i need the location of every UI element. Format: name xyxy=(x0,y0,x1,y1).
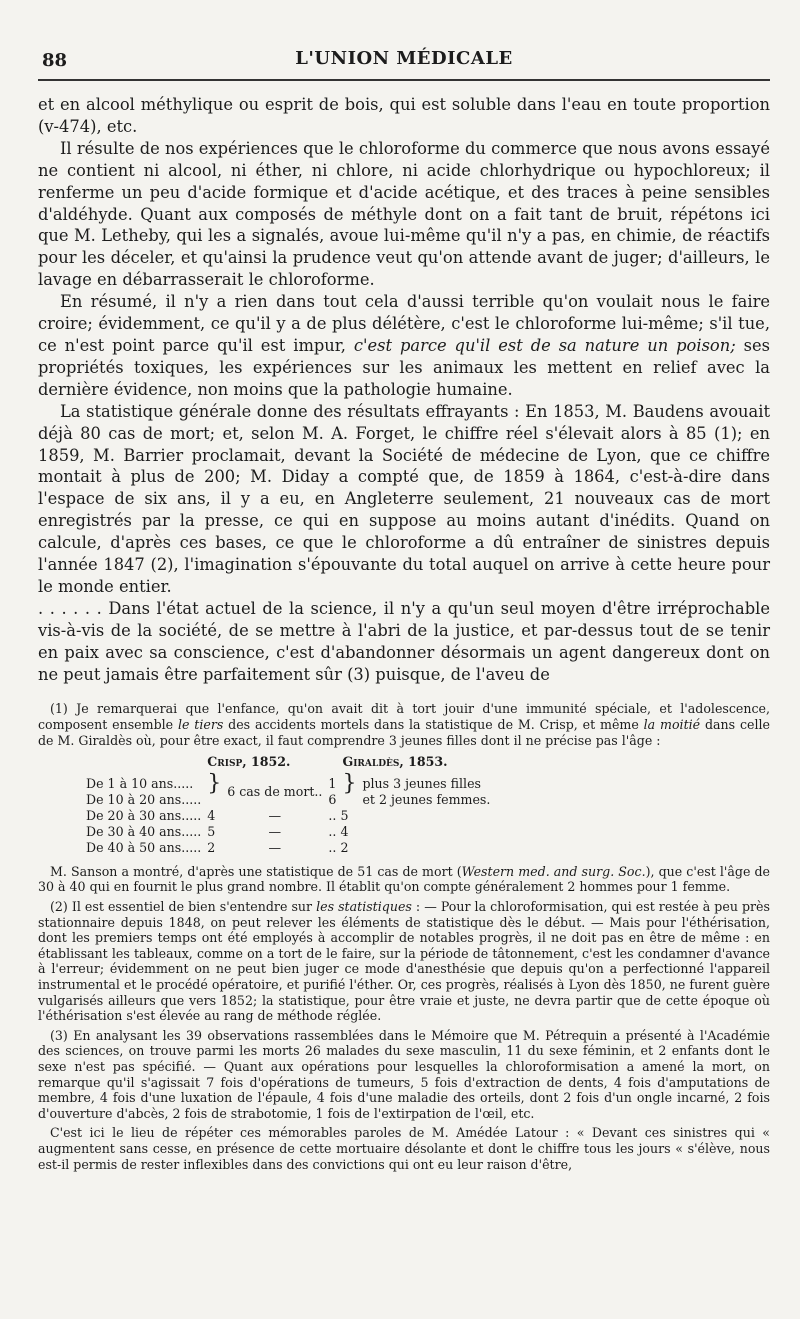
footnote-1-tail xyxy=(38,864,770,895)
text-run: En résumé, il n'y a rien dans tout cela d'aussi terrible qu'on voulait nous le faire croire; évidemment, ce qu'il y a de plus délétère, c'est le chloroforme lui-même; s'il tue, ce n'est point parce qu'il est impur, xyxy=(38,292,770,355)
italic-run: la moitié xyxy=(643,717,701,733)
page-header xyxy=(38,40,770,80)
text-run: (2) Il est essentiel de bien s'entendre sur xyxy=(50,899,313,915)
text-run: des accidents mortels dans la statistique de M. Crisp, et même xyxy=(228,717,639,733)
col-header-crisp: Crisp, 1852. xyxy=(207,754,291,770)
header-rule xyxy=(38,79,770,81)
giraldes-cell: 6 xyxy=(328,791,337,807)
paragraph xyxy=(38,291,770,401)
italic-run: les statistiques xyxy=(316,899,412,915)
footnote-2 xyxy=(38,899,770,1024)
age-table xyxy=(86,754,496,856)
text-run: ses propriétés toxiques, les expériences sur les animaux les mettent en relief avec la dernière évidence, non moins que la pathologie humaine. xyxy=(38,335,770,399)
giraldes-cell xyxy=(328,808,496,824)
giraldes-note: plus 3 jeunes filles xyxy=(362,775,481,791)
footnote-1 xyxy=(38,701,770,748)
brace-right: } xyxy=(342,770,357,796)
paragraph: La statistique générale donne des résultats effrayants : En 1853, M. Baudens avouait déjà 80 cas de mort; et, selon M. A. Forget, le chiffre réel s'élevait alors à 85 (1); en 1859, M. Barrier proclamait, devant la Société de médecine de Lyon, que ce chiffre montait à plus de 200; M. Diday a compté que, de 1859 à 1864, c'est-à-dire dans l'espace de six ans, il y a eu, en Angleterre seulement, 21 nouveaux cas de mort enregistrés par la presse, ce qui en suppose au moins autant d'inédits. Quand on calcule, d'après ces bases, ce que le chloroforme a dû entraîner de sinistres depuis l'année 1847 (2), l'imagination s'épouvante du total auquel on arrive à cette heure pour le monde entier. xyxy=(38,401,770,596)
giraldes-note: et 2 jeunes femmes. xyxy=(362,791,491,807)
footnote-3: (3) En analysant les 39 observations rassemblées dans le Mémoire que M. Pétrequin a présenté à l'Académie des sciences, on trouve parmi les morts 26 malades du sexe masculin, 11 du sexe féminin, et 2 enfants dont le sexe n'est pas spécifié. — Quant aux opérations pour lesquelles la chloroformisation a amené la mort, on remarque qu'il s'agissait 7 fois d'opérations de tumeurs, 5 fois d'extraction de dents, 4 fois d'amputations de membre, 4 fois d'une luxation de l'épaule, 4 fois d'une maladie des orteils, dont 2 fois d'un ongle incarné, 2 fois d'ouverture d'abcès, 2 fois de strabotomie, 1 fois de l'extirpation de l'œil, etc. xyxy=(38,1027,770,1121)
text-run: : — Pour la chloroformisation, qui est restée à peu près stationnaire depuis 1848, on peut relever les éléments de statistique dès le début. — Mais pour l'éthérisation, dont les premiers temps ont été employés à accomplir de notables progrès, il ne doit pas en être de même : en établissant les tableaux, comme on a tort de le faire, sur la période de tâtonnement, c'est les condamner d'avance à l'erreur; évidemment on ne peut bien juger ce mode d'anesthésie que depuis qu'on a perfectionné l'appareil instrumental et le procédé opératoire, et purifié l'éther. Or, ces progrès, réalisés à Lyon dès 1850, ne furent guère vulgarisés ailleurs que vers 1852; la statistique, pour être vraie et juste, ne devra partir que de cette époque où l'éthérisation s'est élevée au rang de méthode réglée. xyxy=(38,899,770,1024)
crisp-cell: 4 xyxy=(207,807,216,823)
text-run: M. Sanson a montré, d'après une statistique de 51 cas de mort ( xyxy=(50,863,462,879)
document-page xyxy=(38,40,770,1176)
dash-cell: — xyxy=(268,807,282,823)
running-title: L'UNION MÉDICALE xyxy=(295,48,513,69)
italic-run: Western med. and surg. Soc. xyxy=(461,863,646,879)
footnotes xyxy=(38,701,770,1172)
age-cell: De 1 à 10 ans..... xyxy=(86,775,194,791)
age-cell: De 20 à 30 ans..... xyxy=(86,807,202,823)
age-cell: De 40 à 50 ans..... xyxy=(86,839,202,855)
italic-run: c'est parce qu'il est de sa nature un poison; xyxy=(353,335,736,355)
giraldes-value: 4 xyxy=(340,823,349,839)
table-row xyxy=(86,776,496,792)
text-run: ), que c'est l'âge de 30 à 40 qui en fournit le plus grand nombre. Il établit qu'on compte généralement 2 hommes pour 1 femme. xyxy=(38,863,770,895)
giraldes-cell xyxy=(328,840,496,856)
main-text xyxy=(38,94,770,685)
text-run: dans celle de M. Giraldès où, pour être exact, il faut comprendre 3 jeunes filles dont il ne précise pas l'âge : xyxy=(38,717,770,748)
paragraph: Il résulte de nos expériences que le chloroforme du commerce que nous avons essayé ne contient ni alcool, ni éther, ni chlore, ni acide chlorhydrique ou hypochloreux; il renferme un peu d'acide formique et d'acide acétique, et des traces à peine sensibles d'aldéhyde. Quant aux composés de méthyle dont on a fait tant de bruit, répétons ici que M. Letheby, qui les a signalés, avoue lui-même qu'il n'y a pas, en chimie, de réactifs pour les déceler, et qu'ainsi la prudence veut qu'on attende avant de juger; d'ailleurs, le lavage en débarrasserait le chloroforme. xyxy=(38,138,770,290)
footnote-3-continued: C'est ici le lieu de répéter ces mémorables paroles de M. Amédée Latour : « Devant ces sinistres qui « augmentent sans cesse, en présence de cette mortuaire désolante et dont le chiffre tous les jours « s'élève, nous est-il permis de rester inflexibles dans des convictions qui ont eu leur raison d'être, xyxy=(38,1125,770,1172)
crisp-cell: 5 xyxy=(207,823,216,839)
crisp-cell: 2 xyxy=(207,839,216,855)
table-row xyxy=(86,840,496,856)
page-number: 88 xyxy=(42,50,68,71)
dots: .. xyxy=(328,807,337,823)
text-run: (1) Je remarquerai que l'enfance, qu'on avait dit à tort jouir d'une immunité spéciale, et l'adolescence, composent ensemble xyxy=(38,701,770,733)
dots: .. xyxy=(328,823,337,839)
table-row xyxy=(86,808,496,824)
table-row xyxy=(86,824,496,840)
giraldes-cell xyxy=(328,824,496,840)
giraldes-value: 5 xyxy=(340,807,349,823)
giraldes-cell: 1 xyxy=(328,775,337,791)
giraldes-value: 2 xyxy=(340,839,349,855)
crisp-grouped-cell: 6 cas de mort.. xyxy=(227,783,323,799)
dash-cell: — xyxy=(268,839,282,855)
brace-left: } xyxy=(207,770,222,796)
paragraph: et en alcool méthylique ou esprit de bois, qui est soluble dans l'eau en toute proportion (v-474), etc. xyxy=(38,95,770,136)
dash-cell: — xyxy=(268,823,282,839)
age-cell: De 10 à 20 ans..... xyxy=(86,791,202,807)
italic-run: le tiers xyxy=(177,717,224,733)
dots: .. xyxy=(328,839,337,855)
col-header-giraldes: Giraldès, 1853. xyxy=(342,754,448,770)
age-cell: De 30 à 40 ans..... xyxy=(86,823,202,839)
paragraph: . . . . . . Dans l'état actuel de la science, il n'y a qu'un seul moyen d'être irréprochable vis-à-vis de la société, de se mettre à l'abri de la justice, et par-dessus tout de se tenir en paix avec sa conscience, c'est d'abandonner désormais un agent dangereux dont on ne peut jamais être parfaitement sûr (3) puisque, de l'aveu de xyxy=(38,598,770,684)
